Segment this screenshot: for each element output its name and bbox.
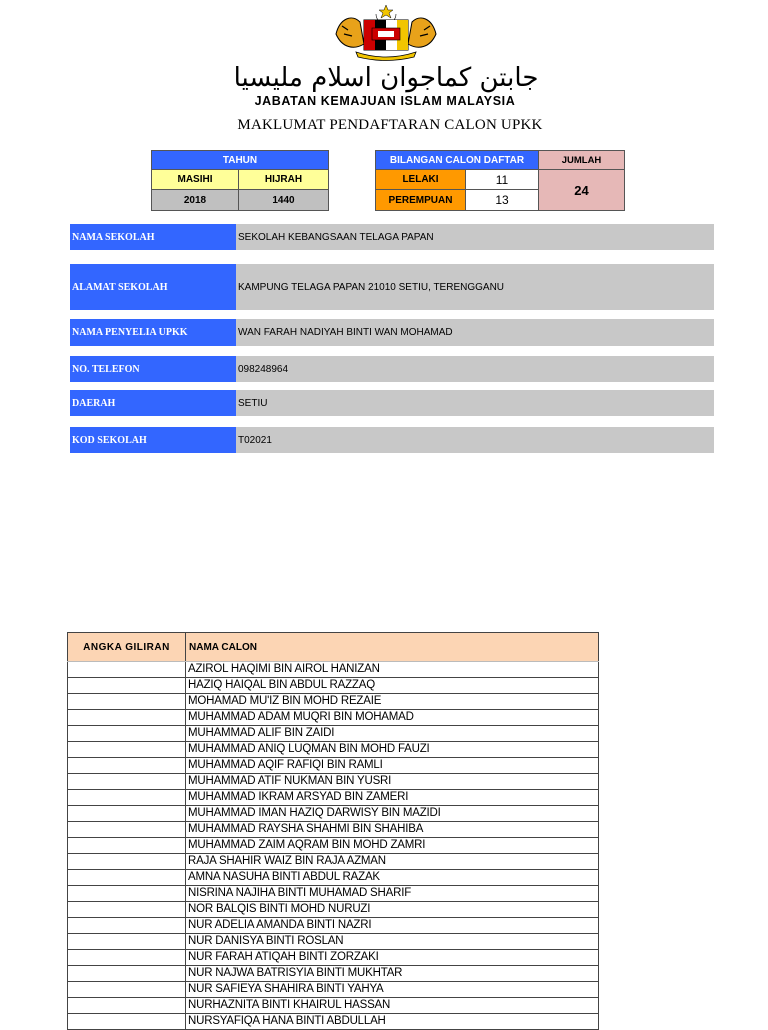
table-row bbox=[68, 678, 599, 694]
tahun-header: TAHUN bbox=[151, 150, 329, 170]
daerah-label: DAERAH bbox=[70, 390, 236, 416]
angka-giliran-cell bbox=[68, 854, 186, 870]
nama-calon-cell: NUR ADELIA AMANDA BINTI NAZRI bbox=[186, 918, 599, 934]
table-row bbox=[68, 822, 599, 838]
nama-calon-cell: MUHAMMAD IMAN HAZIQ DARWISY BIN MAZIDI bbox=[186, 806, 599, 822]
angka-giliran-cell bbox=[68, 902, 186, 918]
table-row bbox=[68, 774, 599, 790]
angka-giliran-cell bbox=[68, 742, 186, 758]
table-row bbox=[68, 998, 599, 1014]
nama-calon-cell: NURHAZNITA BINTI KHAIRUL HASSAN bbox=[186, 998, 599, 1014]
document-title: MAKLUMAT PENDAFTARAN CALON UPKK bbox=[237, 117, 543, 133]
nama-calon-cell: NUR SAFIEYA SHAHIRA BINTI YAHYA bbox=[186, 982, 599, 998]
nama-calon-cell: MUHAMMAD RAYSHA SHAHMI BIN SHAHIBA bbox=[186, 822, 599, 838]
nama-calon-cell: MOHAMAD MU'IZ BIN MOHD REZAIE bbox=[186, 694, 599, 710]
nama-calon-cell: NUR FARAH ATIQAH BINTI ZORZAKI bbox=[186, 950, 599, 966]
angka-giliran-cell bbox=[68, 918, 186, 934]
kod-sekolah-label: KOD SEKOLAH bbox=[70, 427, 236, 453]
nama-sekolah-label: NAMA SEKOLAH bbox=[70, 224, 236, 250]
kod-sekolah-value: T02021 bbox=[236, 427, 714, 453]
table-row bbox=[68, 870, 599, 886]
table-row bbox=[68, 886, 599, 902]
angka-giliran-cell bbox=[68, 1014, 186, 1030]
lelaki-value: 11 bbox=[465, 169, 539, 190]
daerah-value: SETIU bbox=[236, 390, 714, 416]
jawi-organization-name: جابتن کماجوان اسلام مليسيا bbox=[233, 63, 539, 93]
angka-giliran-cell bbox=[68, 886, 186, 902]
penyelia-label: NAMA PENYELIA UPKK bbox=[70, 319, 236, 346]
table-row bbox=[68, 918, 599, 934]
table-row bbox=[68, 726, 599, 742]
nama-calon-cell: MUHAMMAD ZAIM AQRAM BIN MOHD ZAMRI bbox=[186, 838, 599, 854]
coat-of-arms-logo bbox=[330, 4, 442, 62]
masihi-value: 2018 bbox=[151, 189, 239, 211]
table-row bbox=[68, 950, 599, 966]
angka-giliran-cell bbox=[68, 822, 186, 838]
perempuan-label: PEREMPUAN bbox=[375, 189, 466, 211]
organization-name: JABATAN KEMAJUAN ISLAM MALAYSIA bbox=[254, 94, 516, 108]
nama-calon-cell: NOR BALQIS BINTI MOHD NURUZI bbox=[186, 902, 599, 918]
angka-giliran-cell bbox=[68, 806, 186, 822]
telefon-label: NO. TELEFON bbox=[70, 356, 236, 382]
alamat-sekolah-label: ALAMAT SEKOLAH bbox=[70, 264, 236, 310]
angka-giliran-cell bbox=[68, 758, 186, 774]
nama-calon-cell: MUHAMMAD AQIF RAFIQI BIN RAMLI bbox=[186, 758, 599, 774]
nama-calon-cell: NISRINA NAJIHA BINTI MUHAMAD SHARIF bbox=[186, 886, 599, 902]
table-row bbox=[68, 966, 599, 982]
bilangan-header: BILANGAN CALON DAFTAR bbox=[375, 150, 539, 170]
jumlah-header: JUMLAH bbox=[538, 150, 625, 170]
nama-calon-cell: MUHAMMAD ATIF NUKMAN BIN YUSRI bbox=[186, 774, 599, 790]
table-row bbox=[68, 758, 599, 774]
table-row bbox=[68, 662, 599, 678]
nama-calon-cell: MUHAMMAD ANIQ LUQMAN BIN MOHD FAUZI bbox=[186, 742, 599, 758]
candidate-table bbox=[67, 632, 599, 1030]
table-row bbox=[68, 790, 599, 806]
table-row bbox=[68, 694, 599, 710]
nama-calon-cell: HAZIQ HAIQAL BIN ABDUL RAZZAQ bbox=[186, 678, 599, 694]
angka-giliran-cell bbox=[68, 838, 186, 854]
table-row bbox=[68, 838, 599, 854]
angka-giliran-cell bbox=[68, 790, 186, 806]
nama-calon-cell: MUHAMMAD ALIF BIN ZAIDI bbox=[186, 726, 599, 742]
alamat-sekolah-value: KAMPUNG TELAGA PAPAN 21010 SETIU, TERENGGANU bbox=[236, 264, 714, 310]
table-row bbox=[68, 1014, 599, 1030]
masihi-header: MASIHI bbox=[151, 169, 239, 190]
angka-giliran-cell bbox=[68, 982, 186, 998]
table-row bbox=[68, 854, 599, 870]
hijrah-header: HIJRAH bbox=[238, 169, 329, 190]
jumlah-value: 24 bbox=[538, 169, 625, 211]
nama-calon-cell: AMNA NASUHA BINTI ABDUL RAZAK bbox=[186, 870, 599, 886]
angka-giliran-header: ANGKA GILIRAN bbox=[68, 633, 186, 662]
angka-giliran-cell bbox=[68, 662, 186, 678]
angka-giliran-cell bbox=[68, 998, 186, 1014]
nama-calon-header: NAMA CALON bbox=[186, 633, 599, 662]
nama-calon-cell: AZIROL HAQIMI BIN AIROL HANIZAN bbox=[186, 662, 599, 678]
nama-calon-cell: NURSYAFIQA HANA BINTI ABDULLAH bbox=[186, 1014, 599, 1030]
nama-calon-cell: MUHAMMAD ADAM MUQRI BIN MOHAMAD bbox=[186, 710, 599, 726]
telefon-value: 098248964 bbox=[236, 356, 714, 382]
table-row bbox=[68, 902, 599, 918]
table-row bbox=[68, 806, 599, 822]
nama-calon-cell: NUR NAJWA BATRISYIA BINTI MUKHTAR bbox=[186, 966, 599, 982]
hijrah-value: 1440 bbox=[238, 189, 329, 211]
angka-giliran-cell bbox=[68, 726, 186, 742]
table-row bbox=[68, 742, 599, 758]
nama-sekolah-value: SEKOLAH KEBANGSAAN TELAGA PAPAN bbox=[236, 224, 714, 250]
nama-calon-cell: NUR DANISYA BINTI ROSLAN bbox=[186, 934, 599, 950]
angka-giliran-cell bbox=[68, 934, 186, 950]
angka-giliran-cell bbox=[68, 774, 186, 790]
lelaki-label: LELAKI bbox=[375, 169, 466, 190]
angka-giliran-cell bbox=[68, 966, 186, 982]
table-row bbox=[68, 982, 599, 998]
nama-calon-cell: MUHAMMAD IKRAM ARSYAD BIN ZAMERI bbox=[186, 790, 599, 806]
angka-giliran-cell bbox=[68, 694, 186, 710]
candidate-list bbox=[68, 662, 599, 1030]
nama-calon-cell: RAJA SHAHIR WAIZ BIN RAJA AZMAN bbox=[186, 854, 599, 870]
perempuan-value: 13 bbox=[465, 189, 539, 211]
table-row bbox=[68, 710, 599, 726]
angka-giliran-cell bbox=[68, 710, 186, 726]
angka-giliran-cell bbox=[68, 870, 186, 886]
penyelia-value: WAN FARAH NADIYAH BINTI WAN MOHAMAD bbox=[236, 319, 714, 346]
angka-giliran-cell bbox=[68, 678, 186, 694]
angka-giliran-cell bbox=[68, 950, 186, 966]
table-row bbox=[68, 934, 599, 950]
